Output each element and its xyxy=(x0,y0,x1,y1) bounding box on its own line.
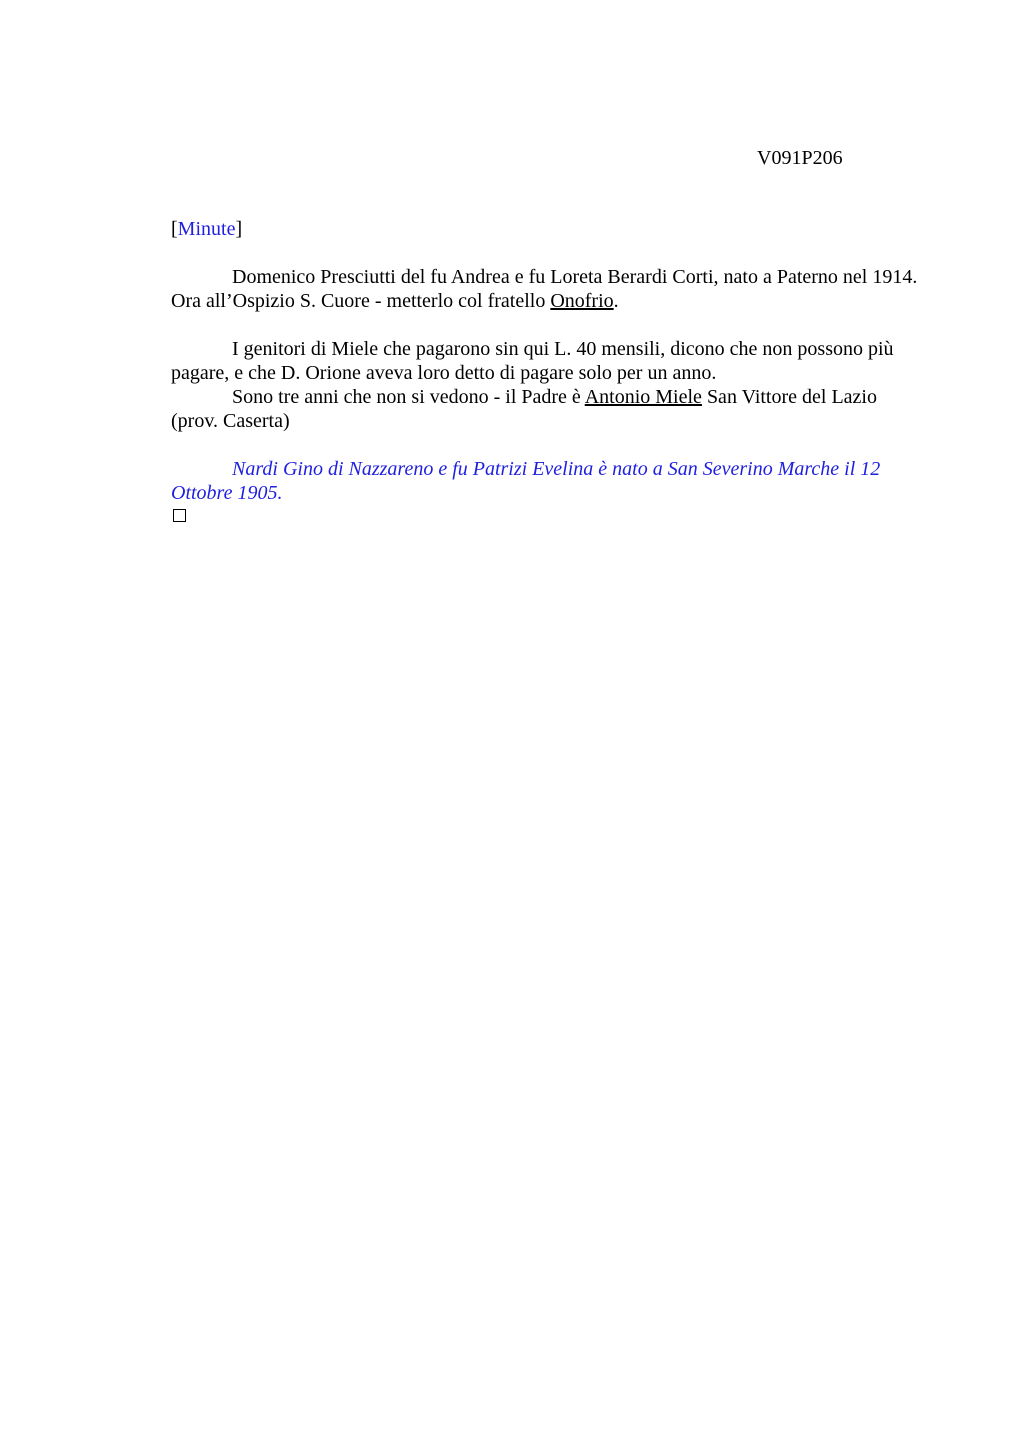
document-body xyxy=(171,217,919,522)
paragraph-genitori-miele: I genitori di Miele che pagarono sin qui L. 40 mensili, dicono che non possono più pagare, e che D. Orione aveva loro detto di pagare solo per un anno. xyxy=(171,338,894,384)
underlined-name-antonio-miele: Antonio Miele xyxy=(584,386,702,408)
underlined-name-onofrio: Onofrio xyxy=(550,290,614,312)
paragraph-end: . xyxy=(613,290,619,312)
paragraph-tre-anni xyxy=(171,385,919,433)
paragraph-text: Sono tre anni che non si vedono - il Padre è xyxy=(232,386,585,408)
heading-label: Minute xyxy=(177,218,236,240)
square-outline-icon xyxy=(173,509,186,522)
paragraph-end: San Vittore del Lazio (prov. Caserta) xyxy=(171,386,877,432)
heading-close-bracket: ] xyxy=(235,218,243,240)
reference-code: V091P206 xyxy=(757,147,843,169)
section-heading xyxy=(171,217,919,241)
paragraph-presciutti xyxy=(171,265,919,313)
paragraph-nardi-gino: Nardi Gino di Nazzareno e fu Patrizi Evelina è nato a San Severino Marche il 12 Ottobre 1905. xyxy=(171,458,881,504)
heading-open-bracket: [ xyxy=(171,218,178,240)
paragraph-text: Domenico Presciutti del fu Andrea e fu Loreta Berardi Corti, nato a Paterno nel 1914. Ora all’Ospizio S. Cuore - metterlo col fratello xyxy=(171,266,918,312)
